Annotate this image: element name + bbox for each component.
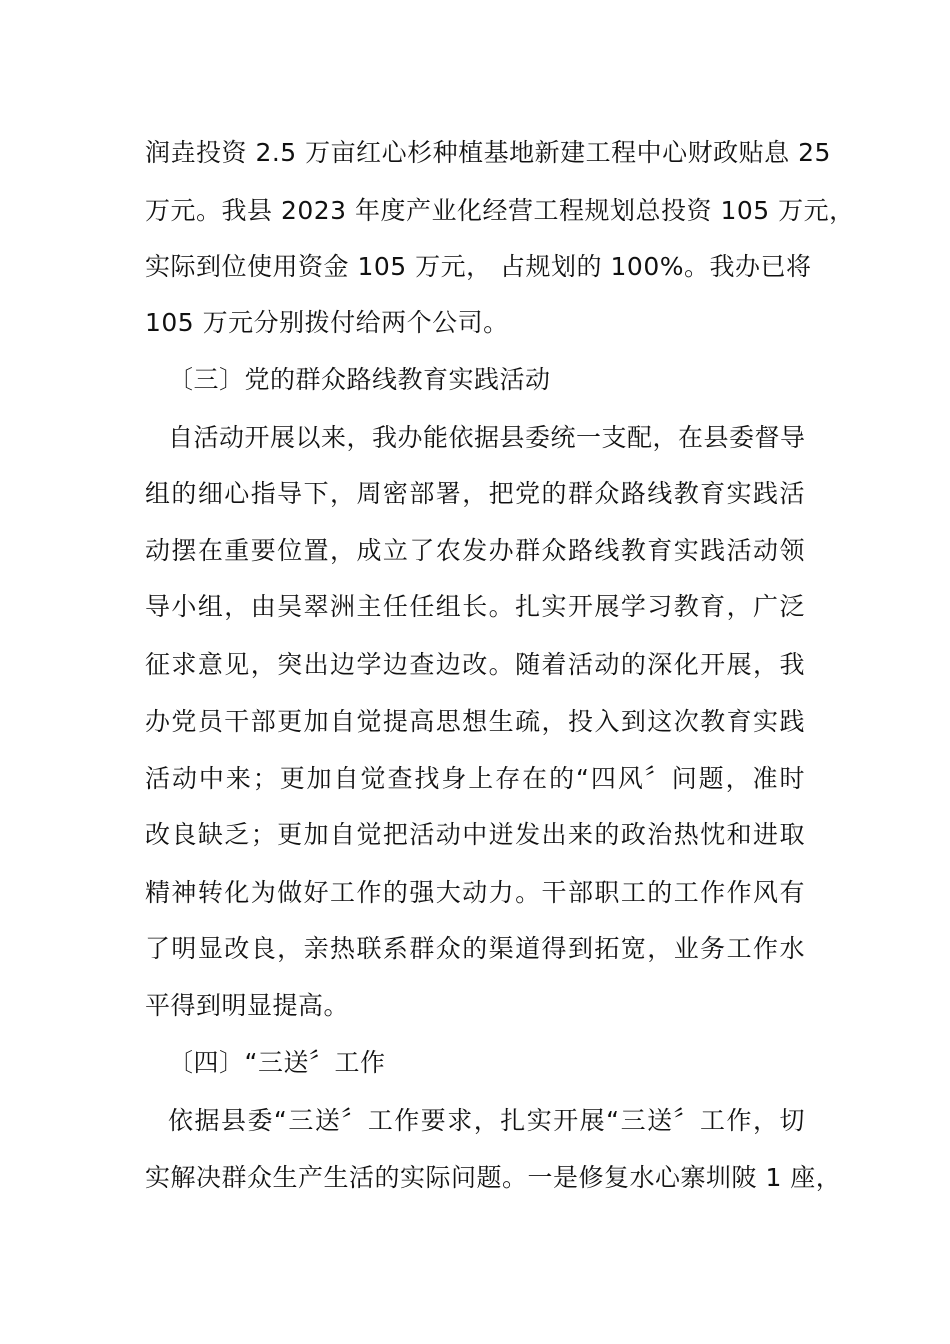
paragraph-line-15: 了明显改良，亲热联系群众的渠道得到拓宽，业务工作水 <box>145 934 805 963</box>
paragraph-line-19: 实解决群众生产生活的实际问题。一是修复水心寨圳陂 1 座， <box>145 1163 842 1192</box>
paragraph-line-4: 105 万元分别拨付给两个公司。 <box>145 308 509 337</box>
paragraph-line-7: 组的细心指导下，周密部署，把党的群众路线教育实践活 <box>145 479 805 508</box>
paragraph-line-6: 自活动开展以来，我办能依据县委统一支配，在县委督导 <box>168 423 806 452</box>
paragraph-line-16: 平得到明显提高。 <box>145 991 350 1020</box>
paragraph-line-10: 征求意见，突出边学边查边改。随着活动的深化开展，我 <box>145 650 805 679</box>
paragraph-line-2: 万元。我县 2023 年度产业化经营工程规划总投资 105 万元， <box>145 196 855 225</box>
section-heading-four: 〔四〕“三送〞工作 <box>168 1048 386 1077</box>
paragraph-line-9: 导小组，由吴翠洲主任任组长。扎实开展学习教育，广泛 <box>145 592 805 621</box>
paragraph-line-12: 活动中来；更加自觉查找身上存在的“四风〞问题，准时 <box>145 764 805 793</box>
paragraph-line-18: 依据县委“三送〞工作要求，扎实开展“三送〞工作，切 <box>168 1106 805 1135</box>
paragraph-line-3: 实际到位使用资金 105 万元， 占规划的 100%。我办已将 <box>145 252 812 281</box>
section-heading-three: 〔三〕党的群众路线教育实践活动 <box>168 365 551 394</box>
paragraph-line-14: 精神转化为做好工作的强大动力。干部职工的工作作风有 <box>145 878 805 907</box>
paragraph-line-1: 润垚投资 2.5 万亩红心杉种植基地新建工程中心财政贴息 25 <box>145 138 831 167</box>
paragraph-line-13: 改良缺乏；更加自觉把活动中迸发出来的政治热忱和进取 <box>145 820 805 849</box>
paragraph-line-8: 动摆在重要位置，成立了农发办群众路线教育实践活动领 <box>145 536 805 565</box>
paragraph-line-11: 办党员干部更加自觉提高思想生疏，投入到这次教育实践 <box>145 707 805 736</box>
